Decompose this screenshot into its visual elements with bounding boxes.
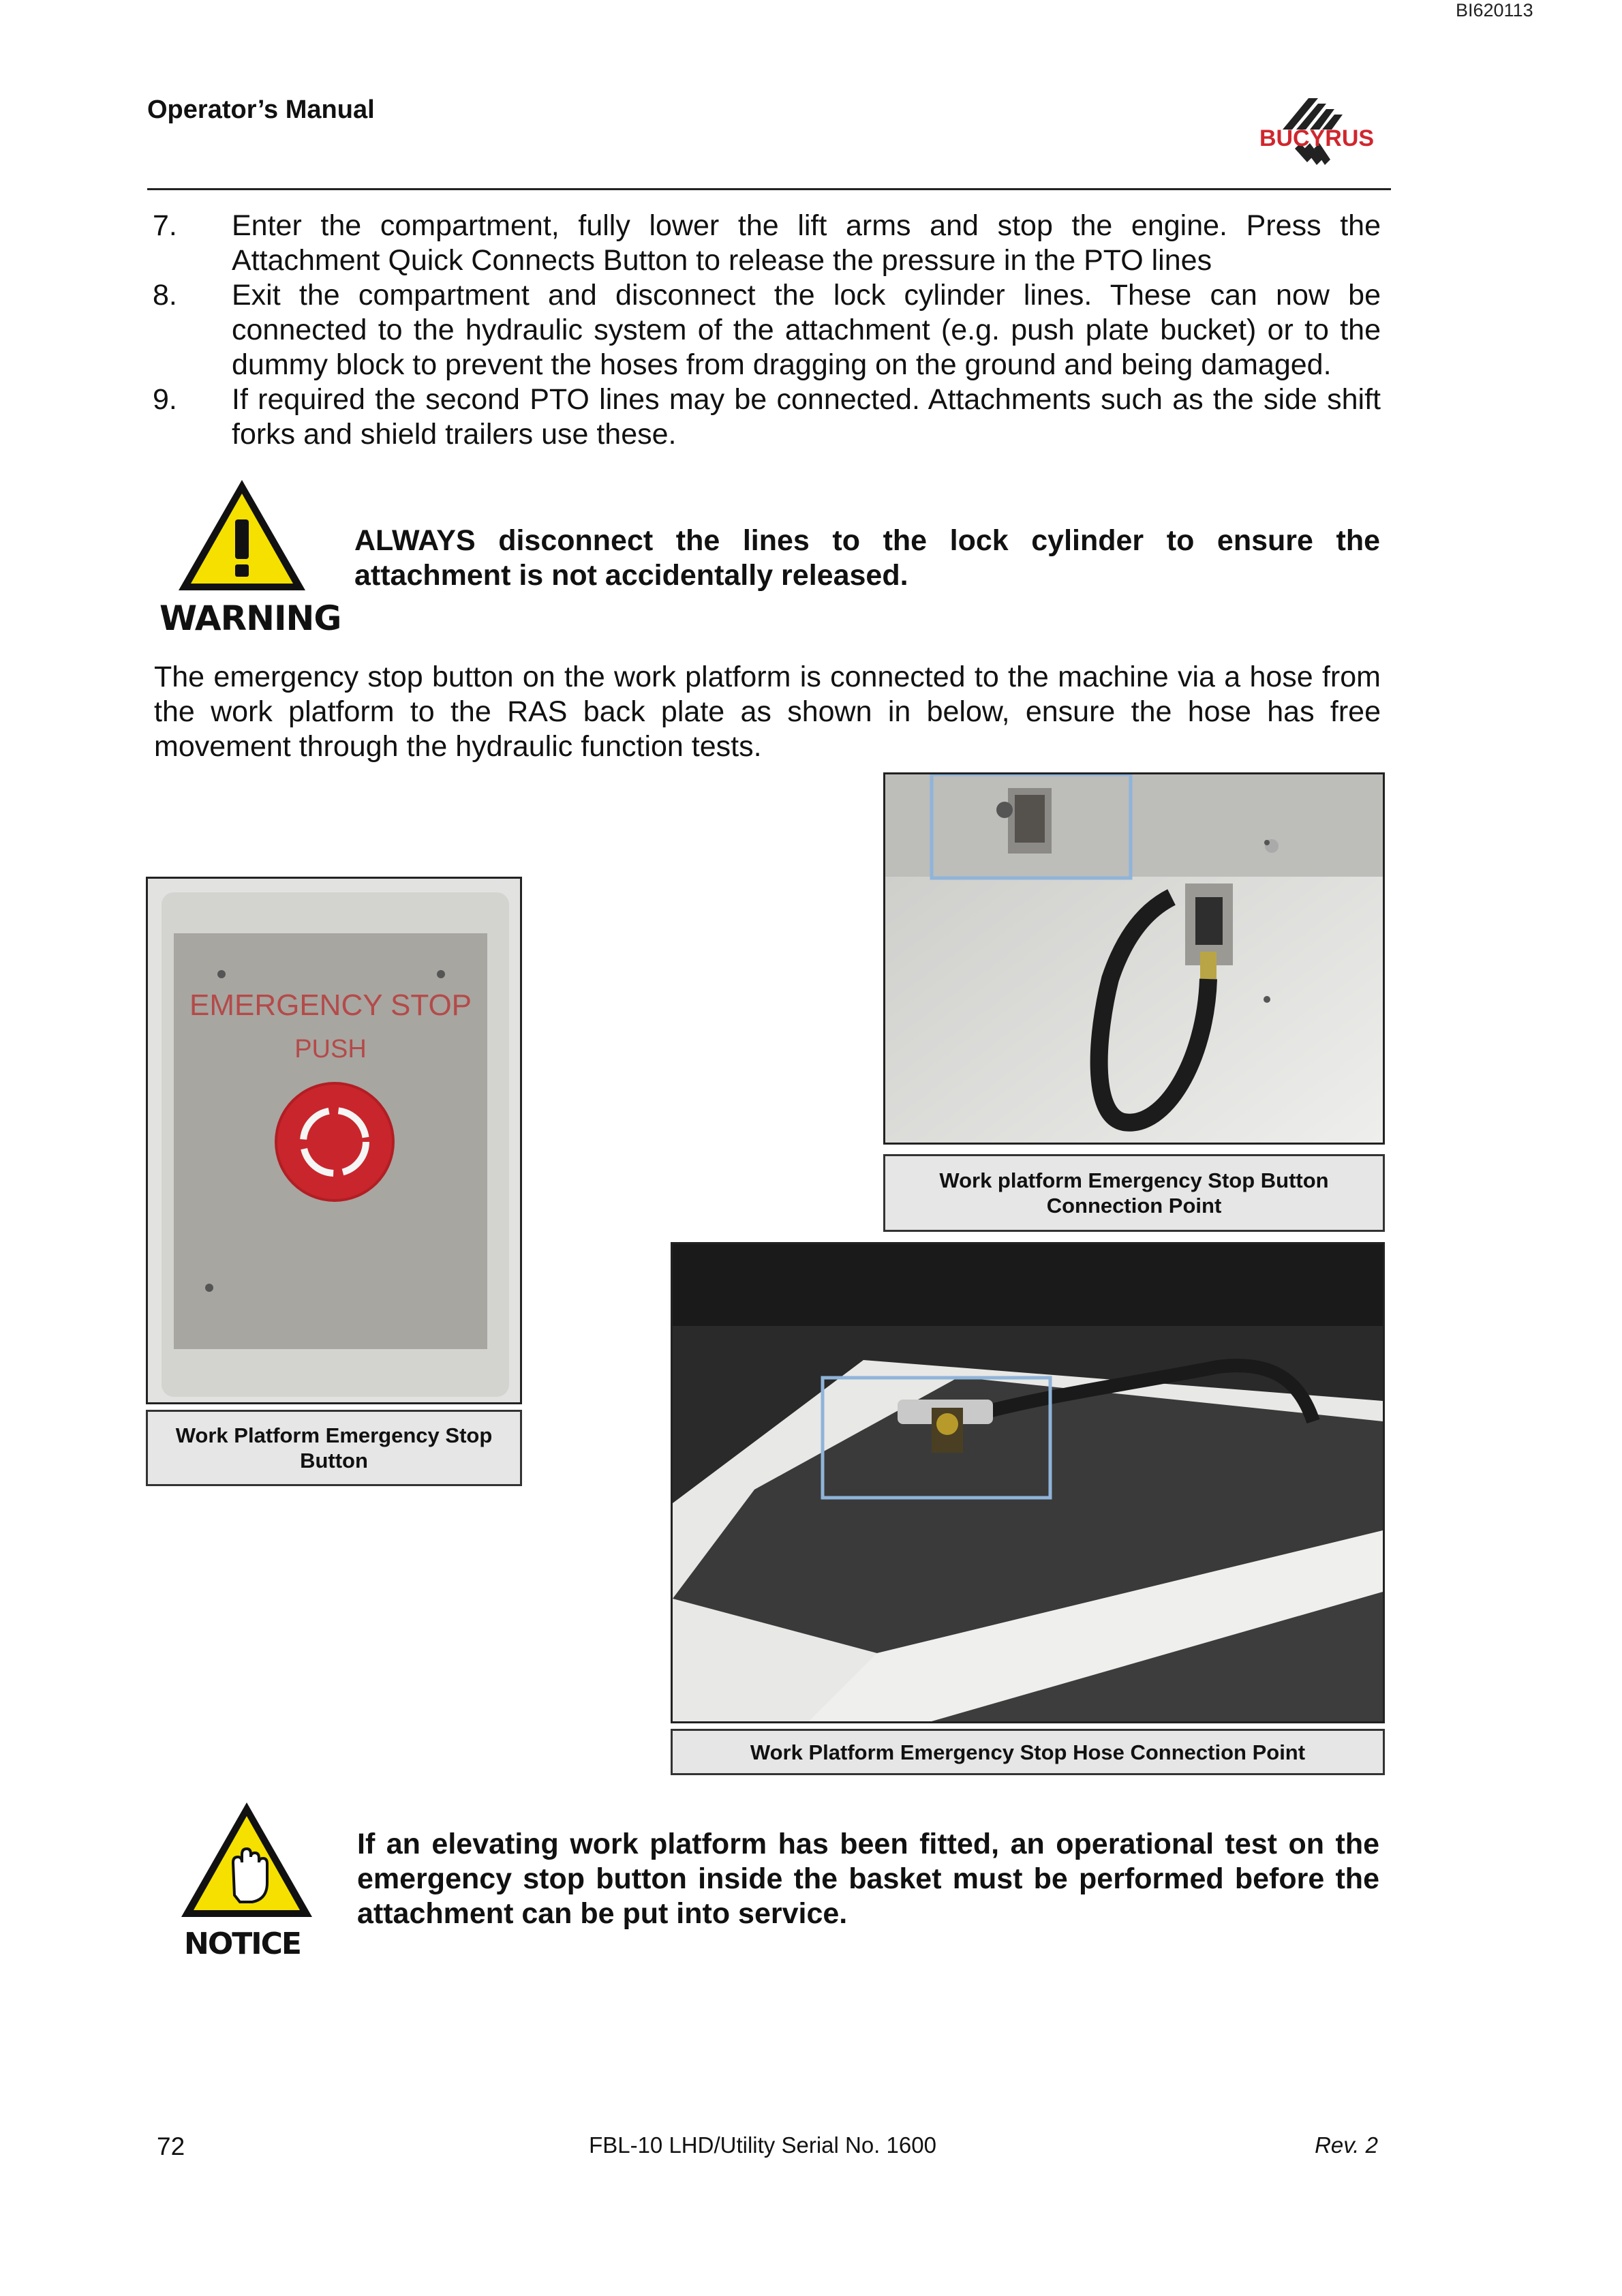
running-header: Operator’s Manual (147, 95, 375, 124)
step-number: 8. (153, 279, 177, 312)
step-9 (147, 382, 1381, 452)
step-text: Exit the compartment and disconnect the lock cylinder lines. These can now be connected to the hydraulic system of the attachment (e.g. push plate bucket) or to the dummy block to prevent the hoses from dragging on the ground and being damaged. (232, 279, 1381, 381)
connection-point-photo (883, 772, 1385, 1145)
body-paragraph: The emergency stop button on the work platform is connected to the machine via a hose from the work platform to the RAS back plate as shown in below, ensure the hose has free movement through the hydraulic function tests. (154, 661, 1381, 763)
warning-text: ALWAYS disconnect the lines to the lock cylinder to ensure the attachment is not accidentally released. (354, 524, 1380, 592)
step-number: 9. (153, 383, 177, 416)
document-id: BI620113 (1456, 0, 1533, 20)
footer-model: FBL-10 LHD/Utility Serial No. 1600 (589, 2132, 936, 2158)
notice-label: NOTICE (184, 1927, 301, 1961)
page-number: 72 (157, 2132, 185, 2160)
step-number: 7. (153, 209, 177, 242)
notice-text: If an elevating work platform has been fitted, an operational test on the emergency stop button inside the basket must be performed before the attachment can be put into service. (357, 1828, 1379, 1930)
notice-hand-icon (179, 1800, 315, 1921)
step-text: Enter the compartment, fully lower the lift arms and stop the engine. Press the Attachment Quick Connects Button to release the pressure in the PTO lines (232, 209, 1381, 277)
warning-label: WARNING (159, 599, 341, 638)
hose-connection-caption: Work Platform Emergency Stop Hose Connection Point (671, 1729, 1385, 1775)
hose-connection-photo (671, 1242, 1385, 1723)
plate-line1: EMERGENCY STOP (189, 988, 472, 1022)
emergency-stop-button-caption: Work Platform Emergency Stop Button (146, 1410, 522, 1486)
emergency-stop-button-photo (146, 877, 522, 1404)
step-8 (147, 278, 1381, 382)
footer-revision: Rev. 2 (1315, 2132, 1378, 2158)
connection-point-caption: Work platform Emergency Stop Button Connection Point (883, 1154, 1385, 1232)
logo-wordmark: BUCYRUS (1259, 125, 1375, 151)
plate-line2: PUSH (294, 1035, 367, 1063)
warning-triangle-icon (176, 477, 308, 594)
step-text: If required the second PTO lines may be connected. Attachments such as the side shift forks and shield trailers use these. (232, 383, 1381, 451)
step-7 (147, 209, 1381, 278)
bucyrus-logo (1242, 94, 1392, 186)
header-rule (147, 188, 1391, 190)
